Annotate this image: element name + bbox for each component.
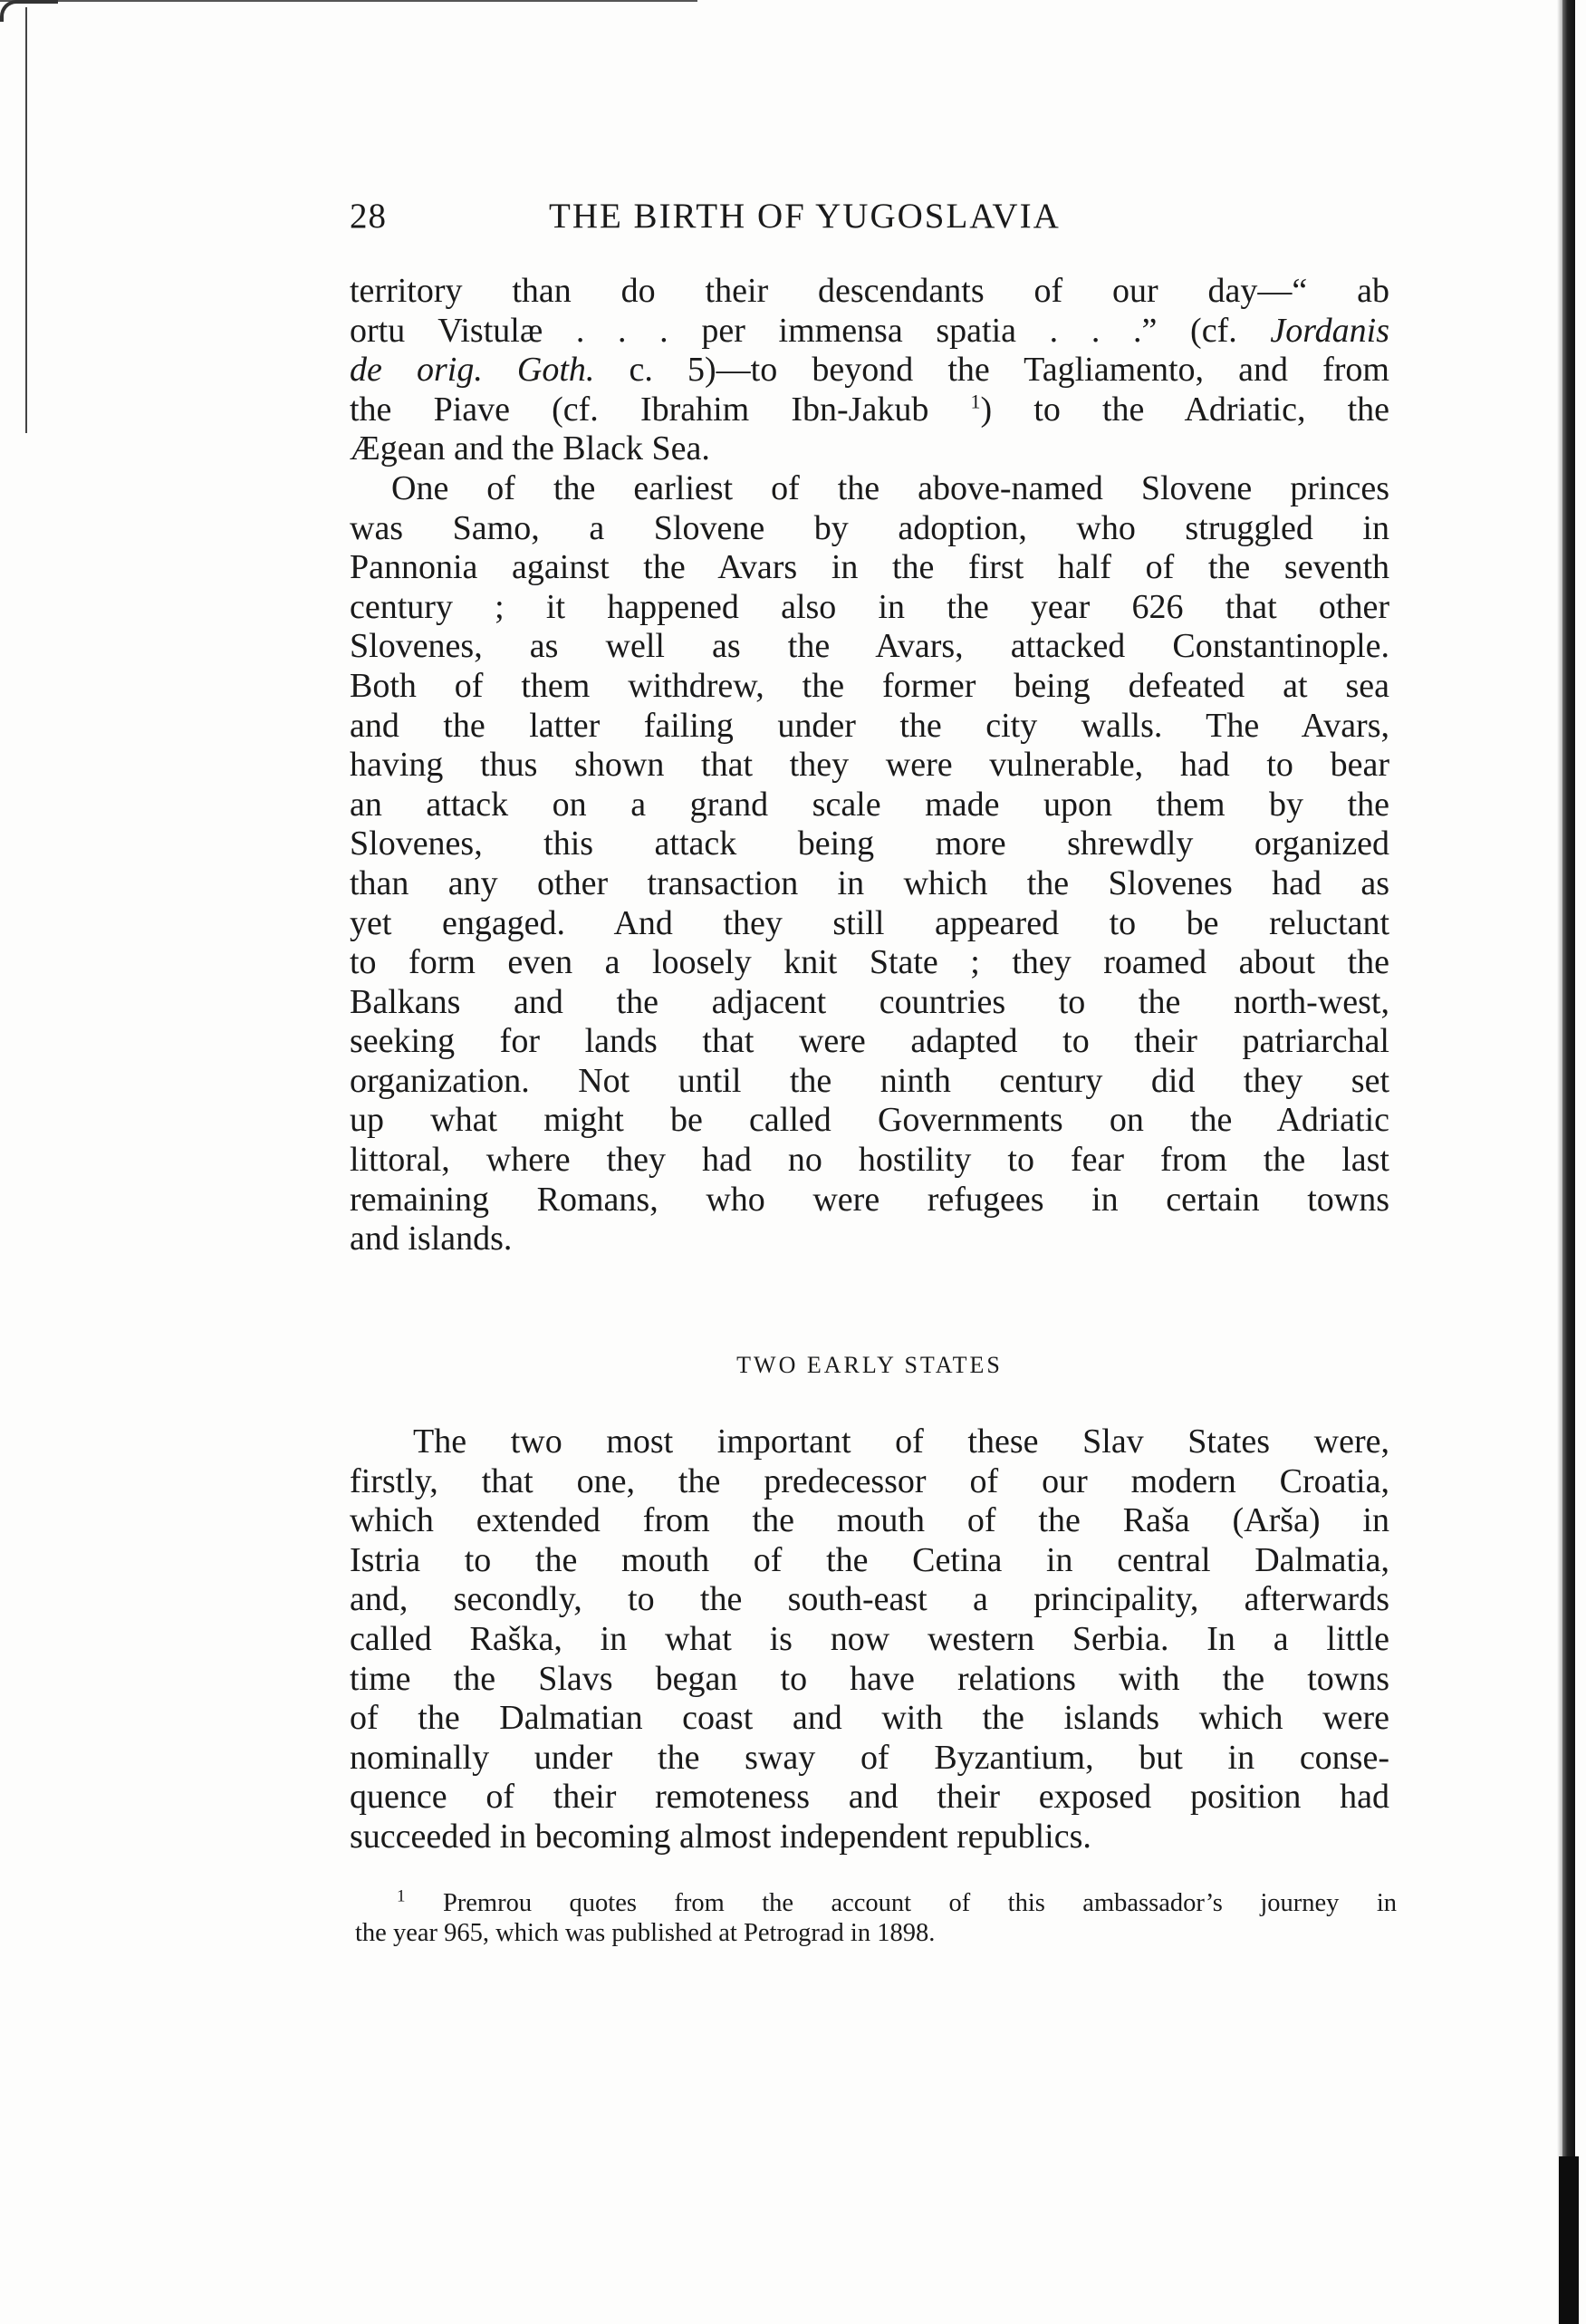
scan-crop-line-top xyxy=(0,0,697,2)
text-line: and the latter failing under the city walls. The Avars, xyxy=(350,706,1389,745)
scan-corner-mark xyxy=(0,0,58,22)
text-line: than any other transaction in which the Slovenes had as xyxy=(350,863,1389,902)
footnote-reference: 1 xyxy=(970,390,981,413)
text-line: de orig. Goth. c. 5)—to beyond the Tagliamento, and from xyxy=(350,351,1389,390)
text-line: nominally under the sway of Byzantium, but in conse- xyxy=(350,1738,1389,1777)
running-title: THE BIRTH OF YUGOSLAVIA xyxy=(549,197,1061,236)
text-line: century ; it happened also in the year 626 that other xyxy=(350,587,1389,626)
text-line: seeking for lands that were adapted to their patriarchal xyxy=(350,1022,1389,1061)
italic-title: Jordanis xyxy=(1270,311,1389,350)
text-line: Slovenes, this attack being more shrewdly organized xyxy=(350,824,1389,863)
binding-edge-dark xyxy=(1559,2156,1579,2324)
running-head xyxy=(350,196,1391,241)
text-line: Pannonia against the Avars in the first half of the seventh xyxy=(350,548,1389,587)
text-line: One of the earliest of the above-named Slovene princes xyxy=(391,468,1389,507)
binding-edge xyxy=(1562,0,1575,2324)
text-line: ortu Vistulæ . . . per immensa spatia . . .” (cf. Jordanis xyxy=(350,311,1389,350)
text-line: and, secondly, to the south-east a principality, afterwards xyxy=(350,1580,1389,1619)
text-line: Istria to the mouth of the Cetina in central Dalmatia, xyxy=(350,1540,1389,1579)
text-line: remaining Romans, who were refugees in certain towns xyxy=(350,1180,1389,1219)
text-line: the Piave (cf. Ibrahim Ibn-Jakub $^1$) to the Adriatic, the xyxy=(350,390,1390,429)
text-line: littoral, where they had no hostility to fear from the last xyxy=(350,1141,1389,1180)
text-line: organization. Not until the ninth century did they set xyxy=(350,1061,1389,1100)
text-line: Ægean and the Black Sea. xyxy=(350,429,710,468)
text-line: time the Slavs began to have relations with the towns xyxy=(350,1659,1389,1698)
text-line: called Raška, in what is now western Serbia. In a little xyxy=(350,1619,1389,1658)
text-line: territory than do their descendants of our day—“ ab xyxy=(350,272,1389,310)
text-line: quence of their remoteness and their exposed position had xyxy=(350,1778,1389,1817)
text-line: of the Dalmatian coast and with the islands which were xyxy=(350,1699,1389,1738)
footnote-line: the year 965, which was published at Petrograd in 1898. xyxy=(355,1919,936,1947)
text-line: yet engaged. And they still appeared to be reluctant xyxy=(350,903,1389,942)
text-line: having thus shown that they were vulnerable, had to bear xyxy=(350,746,1389,785)
text-line: The two most important of these Slav States were, xyxy=(413,1422,1389,1461)
text-line: and islands. xyxy=(350,1220,513,1258)
text-line: Both of them withdrew, the former being defeated at sea xyxy=(350,666,1389,705)
paragraph-continuation xyxy=(350,272,1389,1259)
text-line: was Samo, a Slovene by adoption, who struggled in xyxy=(350,508,1389,547)
text-line: succeeded in becoming almost independent republics. xyxy=(350,1817,1091,1856)
footnote xyxy=(355,1888,1397,1948)
page-number: 28 xyxy=(350,197,387,236)
italic-title: de orig. Goth. xyxy=(350,351,595,390)
text-line: which extended from the mouth of the Raša (Arša) in xyxy=(350,1501,1389,1540)
footnote-line: $^1$ Premrou quotes from the account of this ambassador’s journey in xyxy=(397,1886,1397,1917)
text-line: an attack on a grand scale made upon them by the xyxy=(350,785,1389,824)
footnote-marker: 1 xyxy=(397,1886,406,1906)
paragraph-two-early-states xyxy=(350,1422,1389,1857)
text-line: up what might be called Governments on the Adriatic xyxy=(350,1101,1389,1140)
text-line: Slovenes, as well as the Avars, attacked Constantinople. xyxy=(350,627,1389,666)
text-line: to form even a loosely knit State ; they roamed about the xyxy=(350,943,1389,982)
scan-crop-line-left xyxy=(25,7,27,433)
text-line: Balkans and the adjacent countries to the north-west, xyxy=(350,982,1389,1021)
section-heading: TWO EARLY STATES xyxy=(736,1352,1003,1378)
text-line: firstly, that one, the predecessor of our modern Croatia, xyxy=(350,1461,1389,1500)
